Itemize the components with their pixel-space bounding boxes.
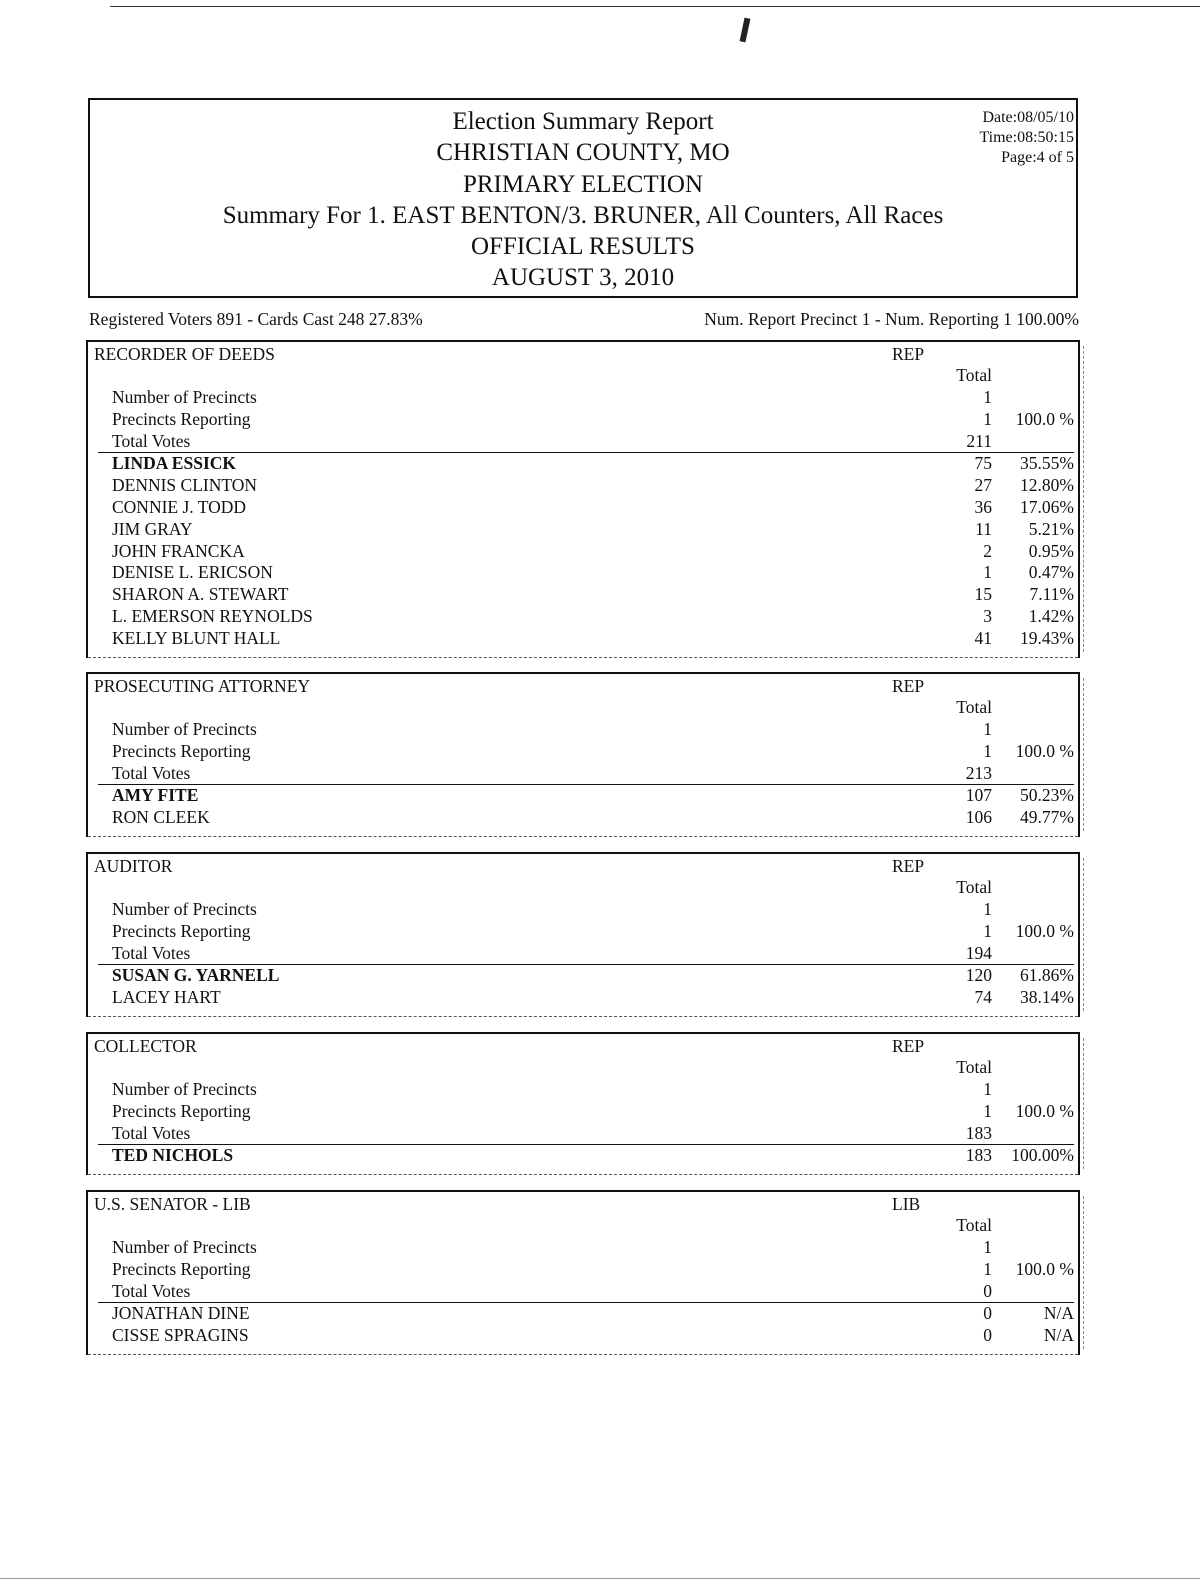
- candidate-row: [88, 964, 1078, 986]
- stat-label: Total Votes: [112, 942, 191, 963]
- total-column-header: Total: [956, 697, 992, 717]
- county-name: CHRISTIAN COUNTY, MO: [436, 139, 730, 167]
- stat-value: 194: [965, 942, 992, 963]
- candidate-percent: 12.80%: [1020, 475, 1074, 496]
- candidate-votes: 11: [975, 518, 992, 539]
- candidate-name: AMY FITE: [112, 785, 199, 806]
- total-column-header: Total: [956, 365, 992, 385]
- race-box-bottom-edge: [88, 1354, 1078, 1355]
- candidate-row: [88, 561, 1078, 583]
- candidate-name: DENNIS CLINTON: [112, 475, 258, 496]
- stat-row: [88, 920, 1078, 942]
- report-page-number: Page:4 of 5: [1001, 149, 1074, 166]
- stat-row: [88, 942, 1078, 964]
- candidate-name: DENISE L. ERICSON: [112, 562, 273, 583]
- stat-label: Number of Precincts: [112, 1079, 257, 1099]
- stat-row: [88, 898, 1078, 920]
- race-box-bottom-edge: [88, 1016, 1078, 1017]
- candidate-percent: 7.11%: [1029, 584, 1074, 605]
- scan-edge-top: [110, 6, 1200, 7]
- stat-row: [88, 1236, 1078, 1258]
- candidate-percent: N/A: [1043, 1303, 1074, 1324]
- candidate-votes: 106: [965, 807, 992, 828]
- candidate-percent: 50.23%: [1020, 785, 1074, 806]
- stat-value: 183: [965, 1122, 992, 1143]
- stat-value: 1: [983, 899, 992, 919]
- scan-mark-top: [740, 18, 751, 43]
- race-box-shadow-edge: [1083, 346, 1084, 652]
- report-date: Date:08/05/10: [982, 109, 1074, 126]
- candidate-votes: 2: [983, 540, 992, 561]
- stat-label: Number of Precincts: [112, 719, 257, 739]
- race-box: [86, 340, 1080, 658]
- stat-row: [88, 762, 1078, 784]
- candidate-percent: 0.47%: [1028, 562, 1074, 583]
- stat-label: Total Votes: [112, 1280, 191, 1301]
- stat-value: 1: [983, 719, 992, 739]
- stat-label: Precincts Reporting: [112, 740, 251, 761]
- candidate-votes: 36: [974, 497, 992, 517]
- race-party: REP: [892, 676, 925, 696]
- candidate-votes: 0: [983, 1325, 992, 1346]
- candidate-percent: 0.95%: [1028, 540, 1074, 561]
- candidate-name: CISSE SPRAGINS: [112, 1325, 249, 1346]
- candidate-votes: 75: [974, 453, 992, 474]
- race-title: U.S. SENATOR - LIB: [94, 1194, 251, 1214]
- candidate-votes: 3: [983, 606, 992, 626]
- candidate-name: LACEY HART: [112, 987, 221, 1008]
- race-box-bottom-edge: [88, 836, 1078, 837]
- candidate-votes: 107: [965, 785, 992, 806]
- race-box-shadow-edge: [1083, 858, 1084, 1011]
- stat-percent: 100.0 %: [1015, 920, 1074, 941]
- candidate-name: RON CLEEK: [112, 807, 210, 828]
- candidate-row: [88, 784, 1078, 806]
- stat-row: [88, 740, 1078, 762]
- report-time: Time:08:50:15: [979, 129, 1074, 146]
- candidate-row: [88, 583, 1078, 605]
- stat-row: [88, 1100, 1078, 1122]
- candidate-row: [88, 1144, 1078, 1166]
- stat-label: Number of Precincts: [112, 1237, 257, 1257]
- stat-label: Precincts Reporting: [112, 1258, 251, 1279]
- stat-row: [88, 1280, 1078, 1302]
- candidate-percent: 5.21%: [1028, 518, 1074, 539]
- election-type: PRIMARY ELECTION: [462, 170, 704, 198]
- race-box: [86, 1190, 1080, 1355]
- precinct-reporting-summary: Num. Report Precinct 1 - Num. Reporting 1 100.00%: [704, 309, 1079, 329]
- stat-row: [88, 386, 1078, 408]
- candidate-name: JOHN FRANCKA: [112, 540, 245, 561]
- race-box: [86, 672, 1080, 837]
- stat-value: 1: [983, 1079, 992, 1099]
- candidate-percent: 1.42%: [1028, 606, 1074, 626]
- stat-label: Precincts Reporting: [112, 920, 251, 941]
- stat-row: [88, 718, 1078, 740]
- race-party: REP: [892, 1036, 925, 1056]
- stat-percent: 100.0 %: [1015, 1100, 1074, 1121]
- race-box: [86, 1032, 1080, 1175]
- candidate-row: [88, 986, 1078, 1008]
- stat-value: 1: [983, 387, 992, 407]
- election-date: AUGUST 3, 2010: [491, 264, 675, 292]
- candidate-percent: 38.14%: [1020, 987, 1074, 1008]
- stat-percent: 100.0 %: [1015, 408, 1074, 429]
- race-box-bottom-edge: [88, 1174, 1078, 1175]
- race-title: COLLECTOR: [94, 1036, 197, 1056]
- report-title: Election Summary Report: [452, 108, 714, 135]
- candidate-row: [88, 1324, 1078, 1346]
- stat-value: 1: [983, 740, 992, 761]
- candidate-name: CONNIE J. TODD: [112, 497, 247, 517]
- stat-row: [88, 1078, 1078, 1100]
- candidate-row: [88, 605, 1078, 627]
- stat-value: 0: [983, 1280, 992, 1301]
- race-box-shadow-edge: [1083, 1038, 1084, 1169]
- race-title: AUDITOR: [94, 856, 173, 876]
- stat-value: 1: [983, 408, 992, 429]
- report-title-block: [90, 106, 1076, 294]
- candidate-votes: 41: [974, 627, 992, 648]
- stat-label: Precincts Reporting: [112, 408, 251, 429]
- candidate-row: [88, 452, 1078, 474]
- total-column-header: Total: [956, 877, 992, 897]
- candidate-name: SUSAN G. YARNELL: [112, 965, 280, 986]
- race-title: RECORDER OF DEEDS: [94, 344, 275, 364]
- report-header: [88, 98, 1078, 298]
- candidate-percent: 61.86%: [1020, 965, 1074, 986]
- stat-label: Precincts Reporting: [112, 1100, 251, 1121]
- candidate-percent: 100.00%: [1011, 1145, 1074, 1166]
- stat-label: Total Votes: [112, 762, 191, 783]
- candidate-votes: 15: [974, 584, 992, 605]
- candidate-percent: 35.55%: [1020, 453, 1074, 474]
- candidate-percent: 49.77%: [1020, 807, 1074, 828]
- report-meta: [979, 108, 1074, 168]
- candidate-percent: 19.43%: [1020, 627, 1074, 648]
- stat-value: 1: [983, 1100, 992, 1121]
- stat-percent: 100.0 %: [1015, 740, 1074, 761]
- candidate-votes: 183: [965, 1145, 992, 1166]
- candidate-votes: 120: [965, 965, 992, 986]
- registered-voters-summary: Registered Voters 891 - Cards Cast 248 27.83%: [89, 309, 423, 329]
- candidate-row: [88, 518, 1078, 540]
- race-party: LIB: [892, 1194, 921, 1214]
- race-party: REP: [892, 856, 925, 876]
- stat-value: 211: [966, 430, 992, 451]
- stat-value: 1: [983, 920, 992, 941]
- total-column-header: Total: [956, 1057, 992, 1077]
- candidate-name: SHARON A. STEWART: [112, 584, 289, 605]
- stat-label: Number of Precincts: [112, 387, 257, 407]
- candidate-row: [88, 540, 1078, 562]
- stat-row: [88, 1122, 1078, 1144]
- candidate-name: TED NICHOLS: [112, 1145, 234, 1166]
- candidate-percent: 17.06%: [1020, 497, 1074, 517]
- results-status: OFFICIAL RESULTS: [471, 233, 695, 261]
- stat-value: 213: [965, 762, 992, 783]
- candidate-row: [88, 806, 1078, 828]
- stat-row: [88, 430, 1078, 452]
- candidate-votes: 1: [983, 562, 992, 583]
- candidate-name: JIM GRAY: [112, 518, 193, 539]
- candidate-votes: 74: [974, 987, 992, 1008]
- stat-label: Number of Precincts: [112, 899, 257, 919]
- candidate-name: LINDA ESSICK: [112, 453, 237, 474]
- candidate-name: L. EMERSON REYNOLDS: [112, 606, 313, 626]
- stat-value: 1: [983, 1258, 992, 1279]
- race-box-bottom-edge: [88, 657, 1078, 658]
- total-column-header: Total: [956, 1215, 992, 1235]
- candidate-votes: 0: [983, 1303, 992, 1324]
- candidate-votes: 27: [974, 475, 992, 496]
- candidate-name: KELLY BLUNT HALL: [112, 627, 281, 648]
- stat-row: [88, 1258, 1078, 1280]
- summary-scope: Summary For 1. EAST BENTON/3. BRUNER, All Counters, All Races: [222, 201, 944, 229]
- candidate-row: [88, 627, 1078, 649]
- stat-value: 1: [983, 1237, 992, 1257]
- stat-label: Total Votes: [112, 1122, 191, 1143]
- stat-percent: 100.0 %: [1015, 1258, 1074, 1279]
- stat-row: [88, 408, 1078, 430]
- candidate-percent: N/A: [1043, 1325, 1074, 1346]
- race-party: REP: [892, 344, 925, 364]
- race-title: PROSECUTING ATTORNEY: [94, 676, 311, 696]
- race-box-shadow-edge: [1083, 1196, 1084, 1349]
- candidate-name: JONATHAN DINE: [112, 1303, 250, 1324]
- race-box-shadow-edge: [1083, 678, 1084, 831]
- scan-edge-bottom: [0, 1578, 1200, 1579]
- stat-label: Total Votes: [112, 430, 191, 451]
- candidate-row: [88, 474, 1078, 496]
- candidate-row: [88, 496, 1078, 518]
- race-box: [86, 852, 1080, 1017]
- candidate-row: [88, 1302, 1078, 1324]
